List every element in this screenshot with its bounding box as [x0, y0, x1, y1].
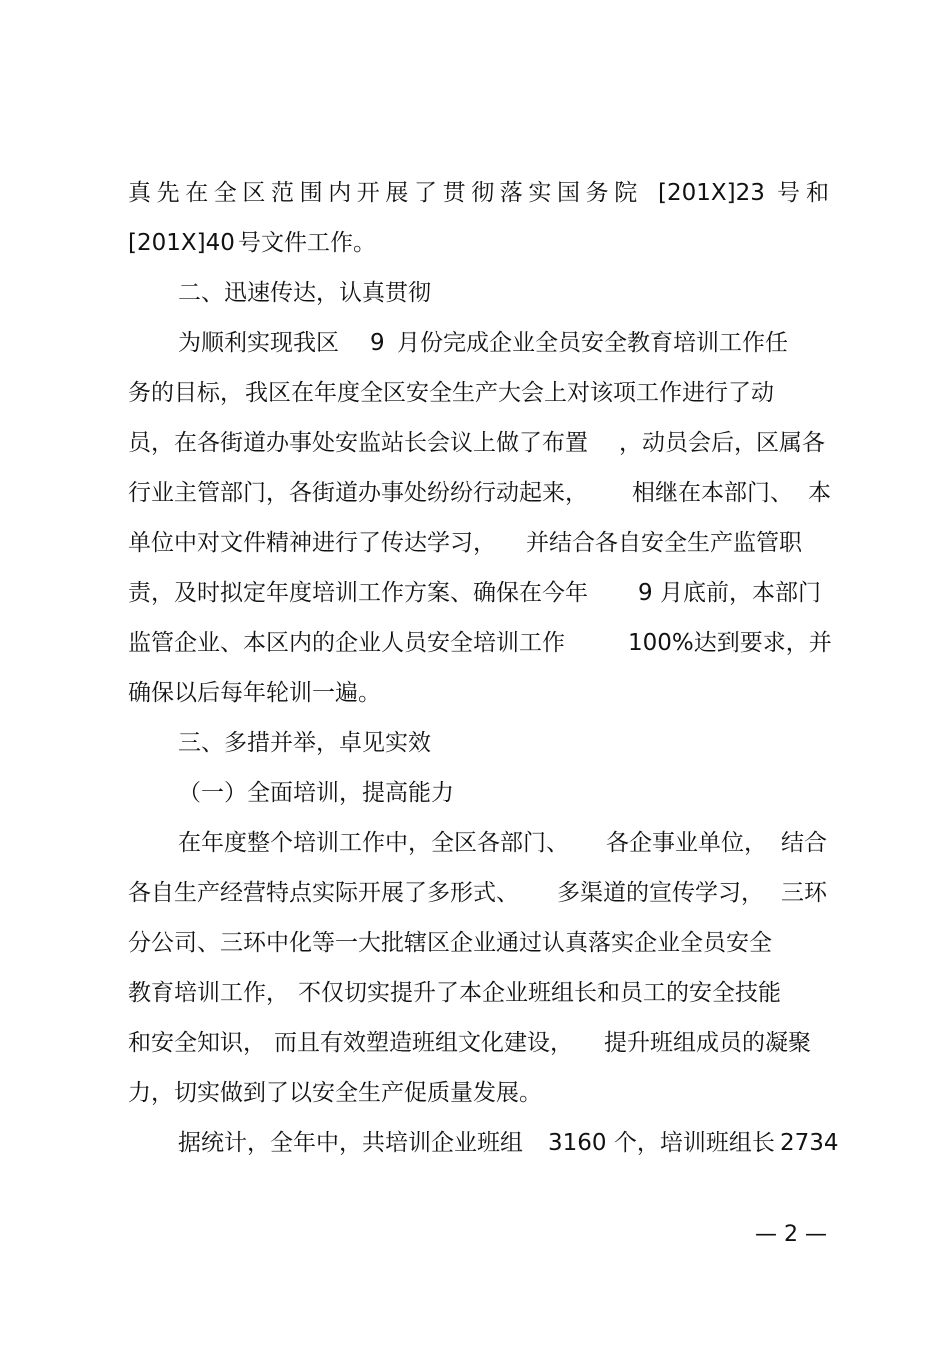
text-segment: [201X]23	[658, 180, 765, 206]
section-heading	[0, 276, 950, 310]
text-segment: [201X]40	[128, 230, 235, 256]
text-segment: 行业主管部门，各街道办事处纷纷行动起来，	[128, 480, 588, 506]
text-line	[0, 826, 950, 860]
page-number: — 2 —	[755, 1222, 827, 1247]
text-segment: 结合	[781, 830, 827, 856]
text-segment: 100%达到要求，并	[628, 630, 832, 656]
text-line	[0, 976, 950, 1010]
text-segment: 而且有效塑造班组文化建设，	[274, 1030, 573, 1056]
text-segment: 教育培训工作，	[128, 980, 289, 1006]
text-segment: 我区在年度全区安全生产大会上对该项工作进行了动	[245, 380, 774, 406]
text-segment: 不仅切实提升了本企业班组长和员工的安全技能	[298, 980, 781, 1006]
text-segment: 二、迅速传达，认真贯彻	[178, 280, 431, 306]
text-segment: 本	[808, 480, 831, 506]
text-segment: 在年度整个培训工作中，全区各部门、	[178, 830, 569, 856]
text-segment: 真先在全区范围内开展了贯彻落实国务院	[128, 180, 643, 206]
subsection-heading	[0, 776, 950, 810]
text-segment: 3160 个，培训班组长	[548, 1130, 775, 1156]
section-heading	[0, 726, 950, 760]
text-line	[0, 176, 950, 210]
text-segment: 监管企业、本区内的企业人员安全培训工作	[128, 630, 565, 656]
text-line	[0, 376, 950, 410]
text-line	[0, 1126, 950, 1160]
text-segment: 务的目标，	[128, 380, 243, 406]
text-segment: 责，及时拟定年度培训工作方案、确保在今年	[128, 580, 588, 606]
text-segment: 9	[370, 330, 385, 356]
text-line	[0, 576, 950, 610]
text-segment: 月份完成企业全员安全教育培训工作任	[397, 330, 788, 356]
text-line	[0, 876, 950, 910]
text-segment: 三环	[781, 880, 827, 906]
text-segment: 号和	[777, 180, 835, 206]
text-segment: ，动员会后，	[619, 430, 757, 456]
text-segment: 三、多措并举，卓见实效	[178, 730, 431, 756]
text-segment: 确保以后每年轮训一遍。	[128, 680, 381, 706]
text-segment: 2734	[780, 1130, 839, 1156]
text-segment: 各企事业单位，	[606, 830, 767, 856]
text-line	[0, 226, 950, 260]
text-line	[0, 526, 950, 560]
text-segment: 相继在本部门、	[632, 480, 793, 506]
text-line	[0, 926, 950, 960]
text-line	[0, 426, 950, 460]
text-segment: 员，在各街道办事处安监站长会议上做了布置	[128, 430, 588, 456]
text-segment: 多渠道的宣传学习，	[557, 880, 764, 906]
text-segment: 为顺利实现我区	[178, 330, 339, 356]
text-segment: 提升班组成员的凝聚	[604, 1030, 811, 1056]
text-line	[0, 676, 950, 710]
text-segment: 区属各	[756, 430, 825, 456]
text-segment: 分公司、三环中化等一大批辖区企业通过认真落实企业全员安全	[128, 930, 772, 956]
text-segment: 号文件工作。	[238, 230, 376, 256]
text-line	[0, 626, 950, 660]
text-segment: 单位中对文件精神进行了传达学习，	[128, 530, 496, 556]
text-line	[0, 476, 950, 510]
text-line	[0, 1026, 950, 1060]
text-segment: 和安全知识，	[128, 1030, 266, 1056]
text-line	[0, 326, 950, 360]
text-segment: 并结合各自安全生产监管职	[526, 530, 802, 556]
text-line	[0, 1076, 950, 1110]
text-segment: 各自生产经营特点实际开展了多形式、	[128, 880, 519, 906]
text-segment: 9 月底前，本部门	[638, 580, 821, 606]
text-segment: 据统计，全年中，共培训企业班组	[178, 1130, 523, 1156]
text-segment: （一）全面培训，提高能力	[178, 780, 454, 806]
text-segment: 力，切实做到了以安全生产促质量发展。	[128, 1080, 542, 1106]
